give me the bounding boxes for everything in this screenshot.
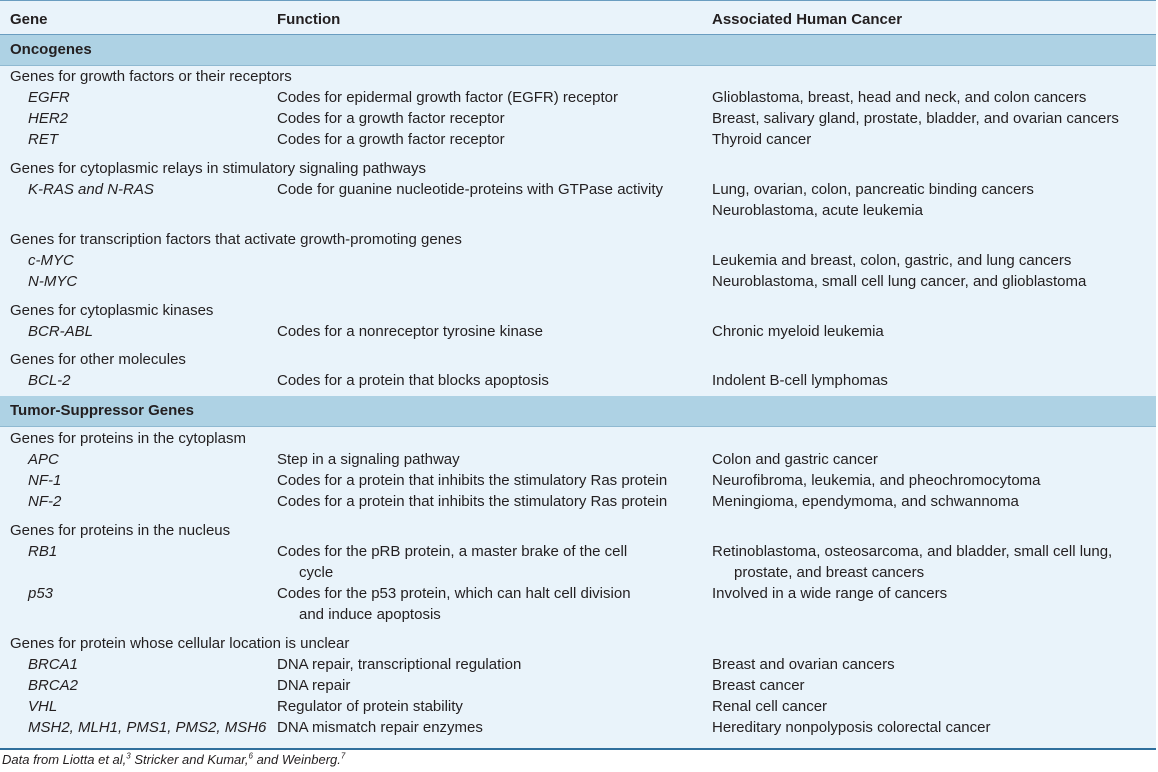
gene-cell: HER2 <box>28 110 69 127</box>
header-function: Function <box>277 11 341 28</box>
section-title: Tumor-Suppressor Genes <box>10 402 194 419</box>
group-heading <box>0 230 1156 250</box>
table-row <box>0 322 1156 342</box>
table-row <box>0 697 1156 717</box>
cancer-cell: Involved in a wide range of cancers <box>712 585 948 602</box>
gene-cell: RB1 <box>28 543 58 560</box>
function-cell: Codes for the p53 protein, which can halt cell division <box>277 585 631 602</box>
table-header <box>0 1 1156 35</box>
group-heading <box>0 521 1156 541</box>
cancer-cell: Breast and ovarian cancers <box>712 656 895 673</box>
group-label: Genes for protein whose cellular location is unclear <box>10 635 350 652</box>
table-row <box>0 180 1156 200</box>
function-cell: Codes for a nonreceptor tyrosine kinase <box>277 323 543 340</box>
section-oncogenes <box>0 35 1156 66</box>
table-row <box>0 88 1156 108</box>
footnote-ref: 7 <box>340 751 346 761</box>
table-row <box>0 718 1156 738</box>
cancer-cell: Chronic myeloid leukemia <box>712 323 884 340</box>
cancer-cell: Glioblastoma, breast, head and neck, and colon cancers <box>712 89 1087 106</box>
gene-cell: APC <box>28 451 59 468</box>
cancer-cell: Indolent B-cell lymphomas <box>712 372 888 389</box>
cancer-cell: Leukemia and breast, colon, gastric, and lung cancers <box>712 252 1072 269</box>
group-label: Genes for growth factors or their receptors <box>10 68 292 85</box>
footnote-ref: 6 <box>248 751 253 761</box>
table-row <box>0 450 1156 470</box>
group-heading <box>0 159 1156 179</box>
gene-cell: p53 <box>28 585 54 602</box>
cancer-cell: Neurofibroma, leukemia, and pheochromocytoma <box>712 472 1041 489</box>
group-label: Genes for proteins in the cytoplasm <box>10 430 246 447</box>
cancer-cell: Lung, ovarian, colon, pancreatic binding cancers <box>712 181 1034 198</box>
function-cell: Codes for a growth factor receptor <box>277 110 505 127</box>
cancer-cell: Breast cancer <box>712 677 805 694</box>
function-cell: DNA mismatch repair enzymes <box>277 719 483 736</box>
table-row <box>0 471 1156 491</box>
group-label: Genes for proteins in the nucleus <box>10 522 231 539</box>
function-cell: Codes for a protein that blocks apoptosis <box>277 372 549 389</box>
source-footnote <box>2 752 345 768</box>
cancer-cell: Colon and gastric cancer <box>712 451 878 468</box>
group-label: Genes for other molecules <box>10 351 186 368</box>
section-tumor-suppressors <box>0 396 1156 427</box>
gene-cell: BCR-ABL <box>28 323 94 340</box>
gene-cell: K-RAS and N-RAS <box>28 181 154 198</box>
footnote-ref: 3 <box>126 751 131 761</box>
gene-cell: BRCA2 <box>28 677 79 694</box>
table-row <box>0 542 1156 562</box>
table-row <box>0 371 1156 391</box>
cancer-cell: Renal cell cancer <box>712 698 828 715</box>
group-heading <box>0 67 1156 87</box>
table-row <box>0 130 1156 150</box>
gene-cell: VHL <box>28 698 58 715</box>
group-label: Genes for transcription factors that activate growth-promoting genes <box>10 231 462 248</box>
table-row <box>0 272 1156 292</box>
group-heading <box>0 301 1156 321</box>
cancer-cell: prostate, and breast cancers <box>734 564 925 581</box>
table-row-continuation <box>0 605 1156 625</box>
header-cancer: Associated Human Cancer <box>712 11 903 28</box>
group-heading <box>0 429 1156 449</box>
footnote-text: Stricker and Kumar, <box>130 752 249 767</box>
gene-cell: NF-1 <box>28 472 62 489</box>
function-cell: and induce apoptosis <box>299 606 441 623</box>
header-gene: Gene <box>10 11 48 28</box>
function-cell: Codes for a growth factor receptor <box>277 131 505 148</box>
function-cell: Step in a signaling pathway <box>277 451 460 468</box>
group-label: Genes for cytoplasmic kinases <box>10 302 214 319</box>
function-cell: Codes for a protein that inhibits the stimulatory Ras protein <box>277 493 668 510</box>
gene-cell: BRCA1 <box>28 656 79 673</box>
cancer-cell: Meningioma, ependymoma, and schwannoma <box>712 493 1019 510</box>
table-row <box>0 655 1156 675</box>
table-row-continuation <box>0 201 1156 221</box>
function-cell: Codes for a protein that inhibits the stimulatory Ras protein <box>277 472 668 489</box>
cancer-cell: Retinoblastoma, osteosarcoma, and bladder, small cell lung, <box>712 543 1113 560</box>
gene-cell: BCL-2 <box>28 372 71 389</box>
gene-cell: c-MYC <box>28 252 74 269</box>
function-cell: Regulator of protein stability <box>277 698 463 715</box>
gene-cell: RET <box>28 131 58 148</box>
cancer-cell: Neuroblastoma, small cell lung cancer, and glioblastoma <box>712 273 1087 290</box>
table-row <box>0 492 1156 512</box>
gene-cell: EGFR <box>28 89 70 106</box>
table-row <box>0 676 1156 696</box>
group-heading <box>0 350 1156 370</box>
cancer-cell: Thyroid cancer <box>712 131 812 148</box>
function-cell: DNA repair <box>277 677 351 694</box>
table-row-continuation <box>0 563 1156 583</box>
table-row <box>0 251 1156 271</box>
gene-cell: N-MYC <box>28 273 78 290</box>
function-cell: Codes for epidermal growth factor (EGFR) receptor <box>277 89 618 106</box>
table-row <box>0 584 1156 604</box>
function-cell: Code for guanine nucleotide-proteins with GTPase activity <box>277 181 664 198</box>
gene-cell: MSH2, MLH1, PMS1, PMS2, MSH6 <box>28 719 267 736</box>
function-cell: cycle <box>299 564 334 581</box>
group-heading <box>0 634 1156 654</box>
function-cell: Codes for the pRB protein, a master brake of the cell <box>277 543 628 560</box>
section-title: Oncogenes <box>10 41 92 58</box>
footnote-text: and Weinberg. <box>252 752 341 767</box>
cancer-cell: Hereditary nonpolyposis colorectal cancer <box>712 719 991 736</box>
cancer-cell: Neuroblastoma, acute leukemia <box>712 202 923 219</box>
cancer-cell: Breast, salivary gland, prostate, bladder, and ovarian cancers <box>712 110 1119 127</box>
gene-cell: NF-2 <box>28 493 62 510</box>
function-cell: DNA repair, transcriptional regulation <box>277 656 522 673</box>
footnote-text: Data from Liotta et al, <box>2 752 127 767</box>
table-row <box>0 109 1156 129</box>
group-label: Genes for cytoplasmic relays in stimulatory signaling pathways <box>10 160 427 177</box>
